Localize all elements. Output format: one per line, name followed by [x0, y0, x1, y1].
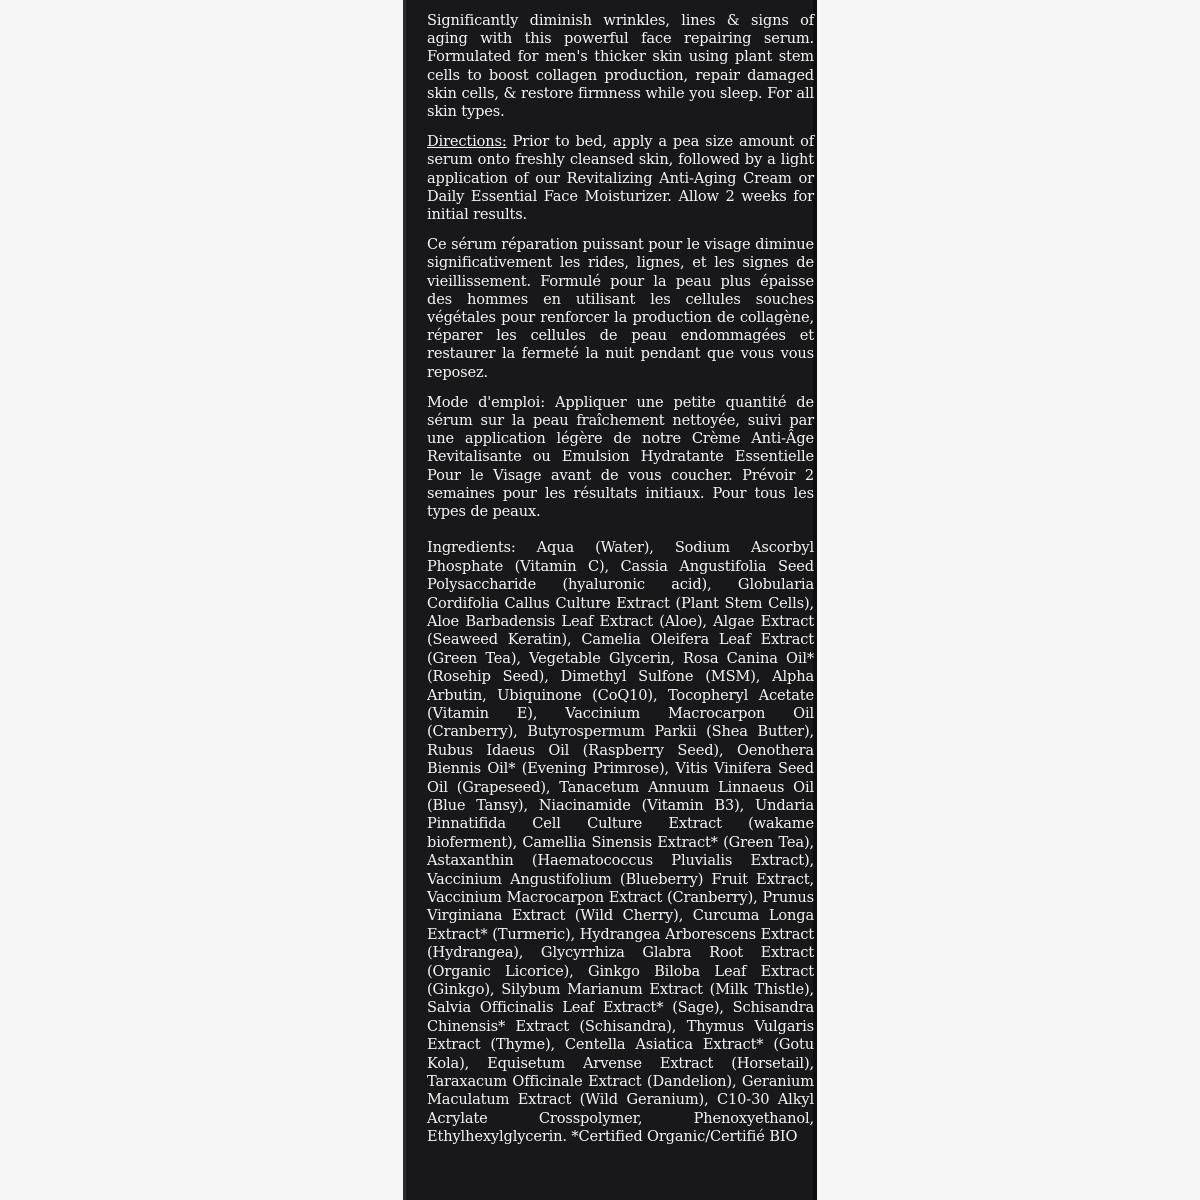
directions-text: Prior to bed, apply a pea size amount of serum onto freshly cleansed skin, followed by a light application of our Revitalizing Anti-Aging Cream or Daily Essential Face Moisturizer. Allow 2 weeks for initial results. — [427, 133, 814, 224]
description-english: Significantly diminish wrinkles, lines & signs of aging with this powerful face repairing serum. Formulated for men's thicker skin using plant stem cells to boost collagen production, repair damaged skin cells, & restore firmness while you sleep. For all skin types. — [427, 12, 814, 121]
directions-label: Directions: — [427, 133, 507, 151]
box-left-edge — [403, 0, 406, 1200]
label-text-column — [427, 12, 814, 1159]
ingredients-list: Ingredients: Aqua (Water), Sodium Ascorbyl Phosphate (Vitamin C), Cassia Angustifolia Seed Polysaccharide (hyaluronic acid), Globularia Cordifolia Callus Culture Extract (Plant Stem Cells), Aloe Barbadensis Leaf Extract (Aloe), Algae Extract (Seaweed Keratin), Camelia Oleifera Leaf Extract (Green Tea), Vegetable Glycerin, Rosa Canina Oil* (Rosehip Seed), Dimethyl Sulfone (MSM), Alpha Arbutin, Ubiquinone (CoQ10), Tocopheryl Acetate (Vitamin E), Vaccinium Macrocarpon Oil (Cranberry), Butyrospermum Parkii (Shea Butter), Rubus Idaeus Oil (Raspberry Seed), Oenothera Biennis Oil* (Evening Primrose), Vitis Vinifera Seed Oil (Grapeseed), Tanacetum Annuum Linnaeus Oil (Blue Tansy), Niacinamide (Vitamin B3), Undaria Pinnatifida Cell Culture Extract (wakame bioferment), Camellia Sinensis Extract* (Green Tea), Astaxanthin (Haematococcus Pluvialis Extract), Vaccinium Angustifolium (Blueberry) Fruit Extract, Vaccinium Macrocarpon Extract (Cranberry), Prunus Virginiana Extract (Wild Cherry), Curcuma Longa Extract* (Turmeric), Hydrangea Arborescens Extract (Hydrangea), Glycyrrhiza Glabra Root Extract (Organic Licorice), Ginkgo Biloba Leaf Extract (Ginkgo), Silybum Marianum Extract (Milk Thistle), Salvia Officinalis Leaf Extract* (Sage), Schisandra Chinensis* Extract (Schisandra), Thymus Vulgaris Extract (Thyme), Centella Asiatica Extract* (Gotu Kola), Equisetum Arvense Extract (Horsetail), Taraxacum Officinale Extract (Dandelion), Geranium Maculatum Extract (Wild Geranium), C10-30 Alkyl Acrylate Crosspolymer, Phenoxyethanol, Ethylhexylglycerin. *Certified Organic/Certifié BIO — [427, 539, 814, 1146]
description-french: Ce sérum réparation puissant pour le visage diminue significativement les rides, lignes, et les signes de vieillissement. Formulé pour la peau plus épaisse des hommes en utilisant les cellules souches végétales pour renforcer la production de collagène, réparer les cellules de peau endommagées et restaurer la fermeté la nuit pendant que vous vous reposez. — [427, 236, 814, 381]
directions-english — [427, 133, 814, 224]
directions-french: Mode d'emploi: Appliquer une petite quantité de sérum sur la peau fraîchement nettoyée, suivi par une application légère de notre Crème Anti-Âge Revitalisante ou Emulsion Hydratante Essentielle Pour le Visage avant de vous coucher. Prévoir 2 semaines pour les résultats initiaux. Pour tous les types de peaux. — [427, 393, 814, 521]
